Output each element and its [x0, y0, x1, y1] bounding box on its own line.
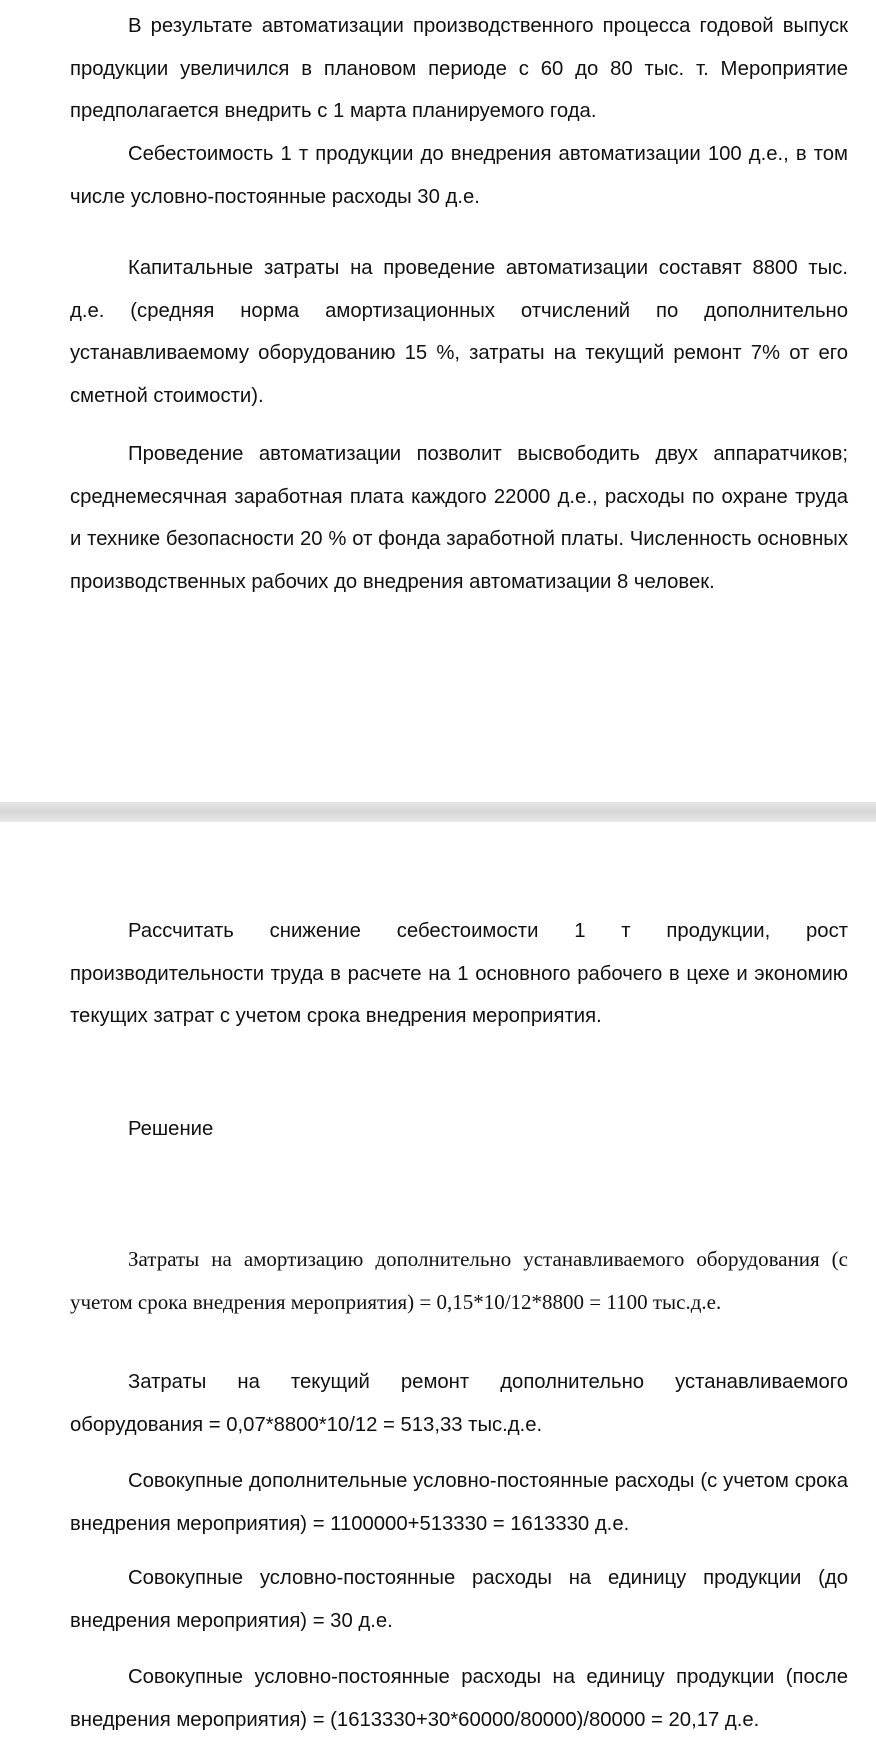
paragraph-depreciation-calc: Затраты на амортизацию дополнительно устанавливаемого оборудования (с учетом срока внедрения мероприятия) = 0,15*10/12*8800 = 1100 тыс.д.е.: [70, 1247, 848, 1314]
paragraph-additional-fixed-costs: Совокупные дополнительные условно-постоянные расходы (с учетом срока внедрения мероприятия) = 1100000+513330 = 1613330 д.е.: [70, 1470, 848, 1535]
paragraph-cost: Себестоимость 1 т продукции до внедрения автоматизации 100 д.е., в том числе условно-постоянные расходы 30 д.е.: [70, 143, 848, 208]
paragraph-fixed-costs-after: Совокупные условно-постоянные расходы на единицу продукции (после внедрения мероприятия) = (1613330+30*60000/80000)/80000 = 20,17 д.е.: [70, 1666, 848, 1731]
document-page-1: [0, 0, 876, 802]
paragraph-workers: Проведение автоматизации позволит высвободить двух аппаратчиков; среднемесячная заработная плата каждого 22000 д.е., расходы по охране труда и технике безопасности 20 % от фонда заработной платы. Численность основных производственных рабочих до внедрения автоматизации 8 человек.: [70, 443, 848, 593]
paragraph-repair-calc: Затраты на текущий ремонт дополнительно устанавливаемого оборудования = 0,07*8800*10/12 = 513,33 тыс.д.е.: [70, 1371, 848, 1436]
paragraph-task: Рассчитать снижение себестоимости 1 т продукции, рост производительности труда в расчете на 1 основного рабочего в цехе и экономию текущих затрат с учетом срока внедрения мероприятия.: [70, 920, 848, 1027]
paragraph-capital-costs: Капитальные затраты на проведение автоматизации составят 8800 тыс. д.е. (средняя норма амортизационных отчислений по дополнительно устанавливаемому оборудованию 15 %, затраты на текущий ремонт 7% от его сметной стоимости).: [70, 257, 848, 407]
paragraph-fixed-costs-before: Совокупные условно-постоянные расходы на единицу продукции (до внедрения мероприятия) = 30 д.е.: [70, 1567, 848, 1632]
paragraph-intro: В результате автоматизации производственного процесса годовой выпуск продукции увеличился в плановом периоде с 60 до 80 тыс. т. Мероприятие предполагается внедрить с 1 марта планируемого года.: [70, 15, 848, 122]
document-page-2: [0, 822, 876, 1754]
page-break-separator: [0, 802, 876, 822]
solution-heading: Решение: [128, 1118, 214, 1140]
